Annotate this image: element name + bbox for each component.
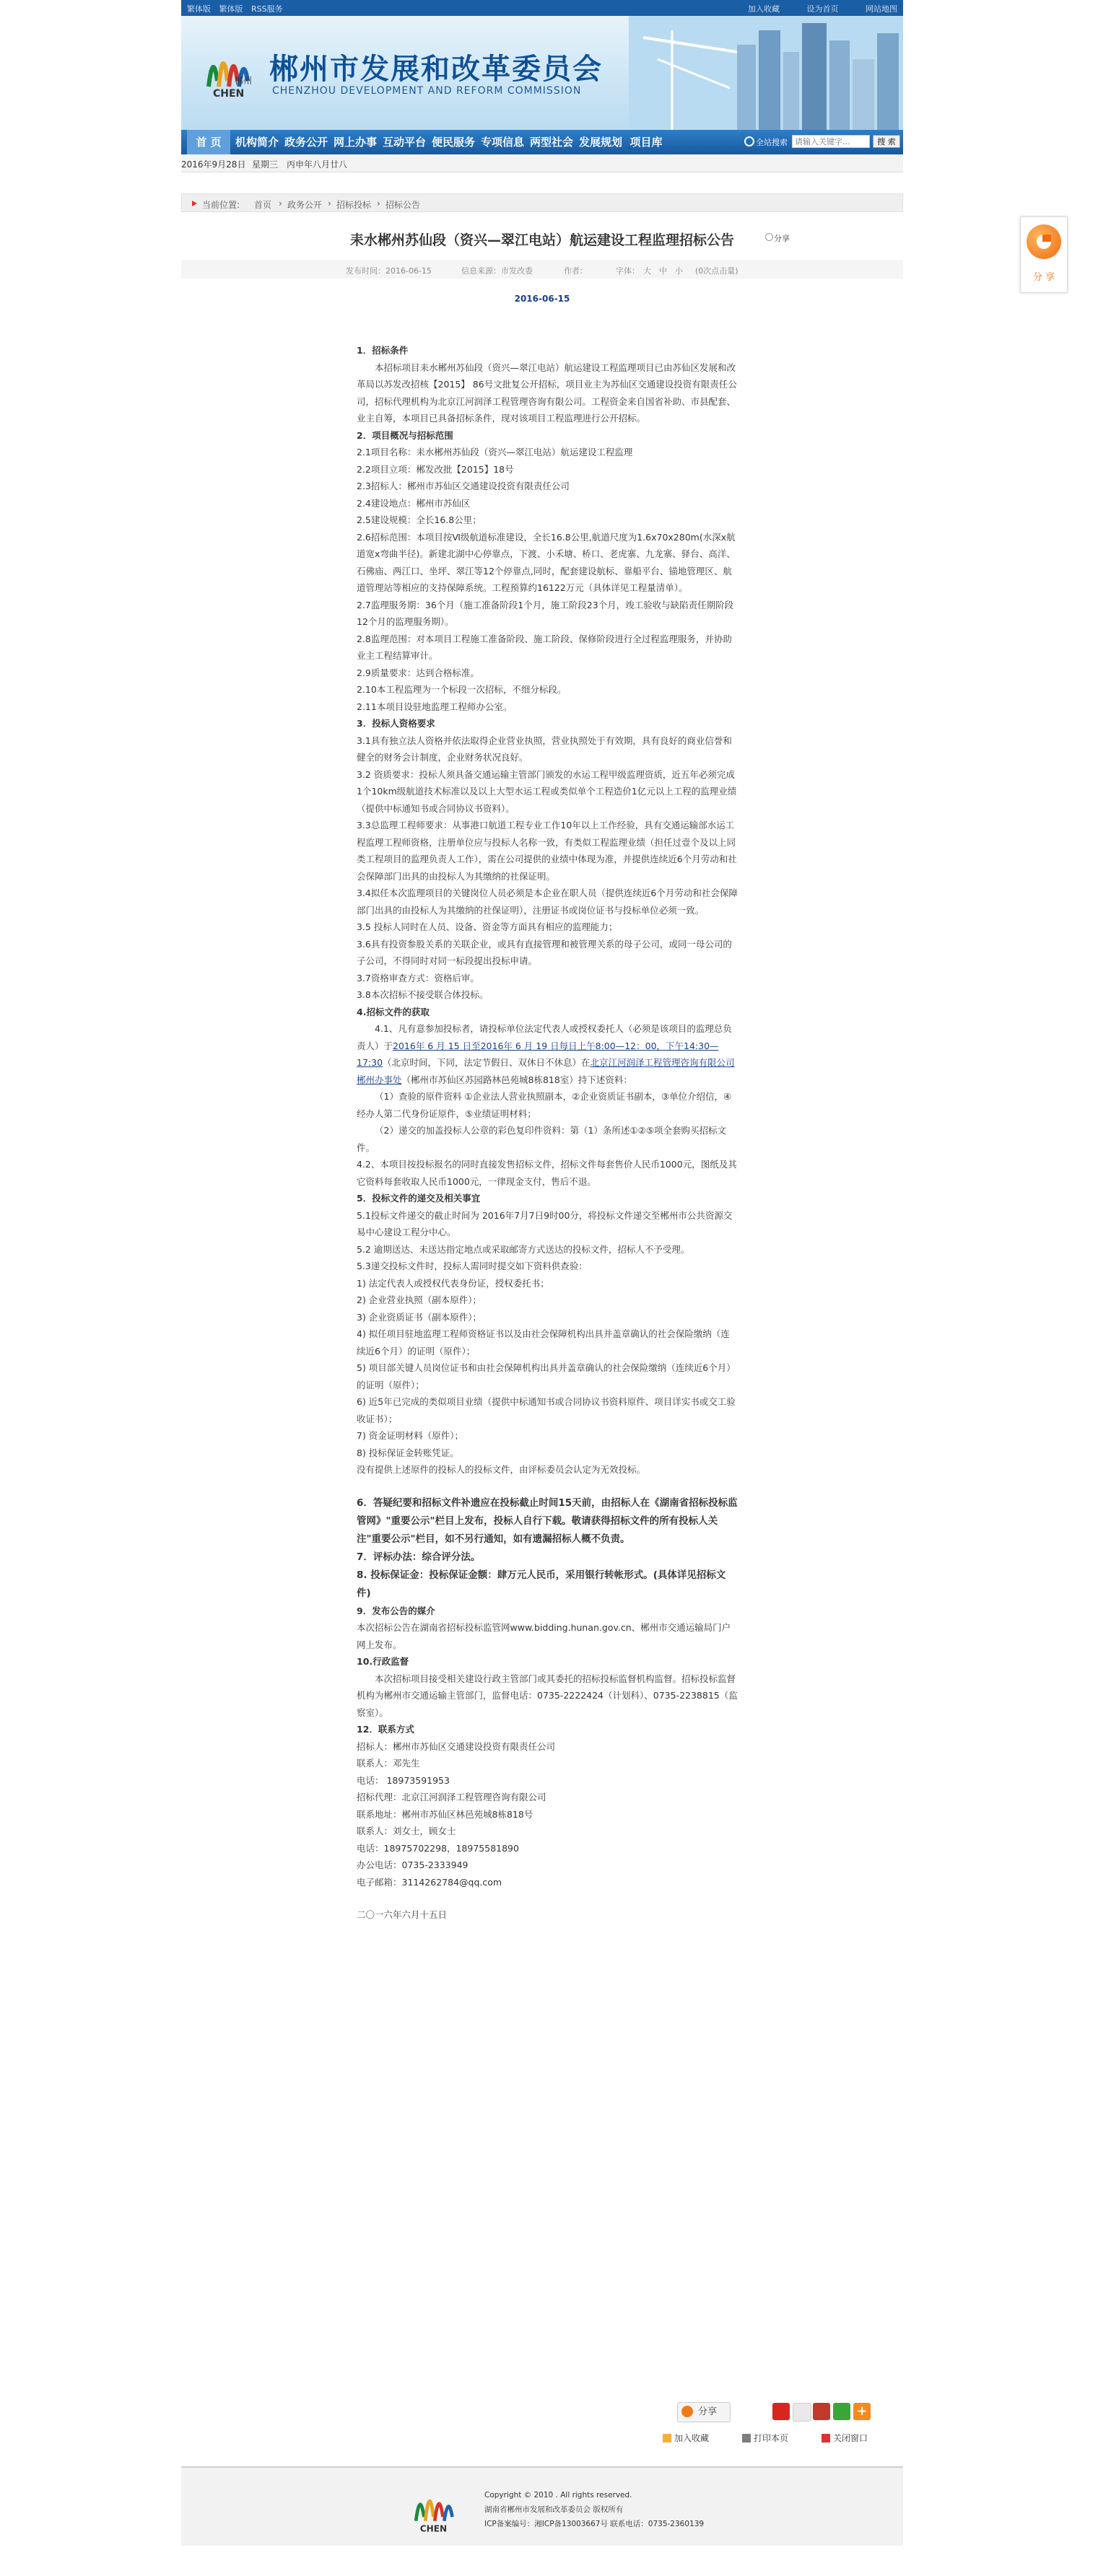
section-2-line: 2.4建设地点：郴州市苏仙区 — [357, 497, 471, 509]
section-3-title: 3．投标人资格要求 — [357, 718, 435, 729]
banner-skyline-image — [629, 16, 903, 130]
current-weekday: 星期三 — [252, 159, 279, 170]
section-2-line: 2.8监理范围：对本项目工程施工准备阶段、施工阶段、保修阶段进行全过程监理服务，并协助业主工程结算审计。 — [357, 633, 732, 661]
agency-office-link[interactable]: 北京江河润泽工程管理咨询有限公司郴州办事处 — [357, 1057, 735, 1085]
qq-share-icon[interactable] — [793, 2403, 811, 2422]
section-10-title: 10.行政监督 — [357, 1656, 409, 1667]
logo-en-text: CHEN — [213, 88, 245, 100]
font-size-small[interactable]: 小 — [675, 266, 683, 276]
rss-link[interactable]: RSS服务 — [251, 4, 283, 14]
article-date: 2016-06-15 — [514, 294, 570, 304]
nav-interaction[interactable]: 互动平台 — [382, 136, 426, 149]
search-label: 全站搜索 — [756, 138, 788, 147]
section-3-line: 3.3总监理工程师要求：从事港口航道工程专业工作10年以上工作经验，具有交通运输部水运工程监理工程师资格，注册单位应与投标人名称一致，有类似工程监理业绩（担任过壹个及以上同类工程项目的监理负责人工作），需在公司提供的业绩中体现为准，并提供连续近6个月劳动和社会保障部门出具的由投标人为其缴纳的社保证明。 — [357, 820, 737, 882]
footer-org: 湖南省郴州市发展和改革委员会 版权所有 — [484, 2505, 624, 2514]
section-3-line: 3.5 投标人同时在人员、设备、资金等方面具有相应的监理能力； — [357, 921, 618, 932]
current-date: 2016年9月28日 — [181, 159, 246, 170]
printer-icon — [742, 2434, 751, 2443]
font-size-label: 字体： — [616, 266, 640, 276]
share-icon[interactable] — [765, 233, 773, 241]
close-icon — [822, 2434, 830, 2443]
section-3-line: 3.1具有独立法人资格并依法取得企业营业执照，营业执照处于有效期，具有良好的商业信誉和健全的财务会计制度，企业财务状况良好。 — [357, 735, 732, 763]
section-5-line: 1) 法定代表人或授权代表身份证，授权委托书； — [357, 1277, 549, 1289]
section-3-line: 3.6具有投资参股关系的关联企业，或具有直接管理和被管理关系的母子公司，或同一母公司的子公司，不得同时对同一标段提出投标申请。 — [357, 938, 732, 966]
section-4-sub-1: （1）查验的原件资料 ①企业法人营业执照副本，②企业资质证书副本，③单位介绍信，④经办人第二代身份证原件，⑤业绩证明材料； — [357, 1091, 732, 1119]
section-1-body: 本招标项目耒水郴州苏仙段（资兴—翠江电站）航运建设工程监理项目已由苏仙区发展和改革局以苏发改招核【2015】 86号文批复公开招标，项目业主为苏仙区交通建设投资有限责任公司，招标代理机构为北京江河润泽工程管理咨询有限公司。工程资金来自国省补助、市县配套、业主自筹，本项目已具备招标条件，现对该项目工程监理进行公开招标。 — [357, 362, 737, 424]
nav-home[interactable]: 首 页 — [187, 130, 230, 154]
section-2-line: 2.1项目名称：耒水郴州苏仙段（资兴—翠江电站）航运建设工程监理 — [357, 447, 633, 457]
section-5-line: 7) 资金证明材料（原件）； — [357, 1430, 464, 1441]
section-5-line: 5) 项目部关键人员岗位证书和由社会保障机构出具并盖章确认的社会保险缴纳（连续近6个月）的证明（原件）； — [357, 1362, 736, 1390]
add-favorite-link[interactable]: 加入收藏 — [748, 4, 780, 14]
section-3-line: 3.2 资质要求：投标人须具备交通运输主管部门颁发的水运工程甲级监理资质，近五年必须完成1个10km级航道技术标准以及以上大型水运工程或类似单个工程造价1亿元以上工程的监理业绩（提供中标通知书或合同协议书资料）。 — [357, 768, 737, 814]
sitemap-link[interactable]: 网站地图 — [866, 4, 897, 14]
nav-development-planning[interactable]: 发展规划 — [578, 136, 622, 149]
weibo-share-icon[interactable] — [772, 2403, 790, 2420]
breadcrumb: 当前位置: 首页 › 政务公开 › 招标投标 › 招标公告 — [181, 193, 903, 212]
section-2-title: 2．项目概况与招标范围 — [357, 429, 453, 441]
logo-text: 郴州 — [235, 76, 253, 86]
star-icon — [663, 2434, 671, 2443]
section-2-line: 2.10本工程监理为一个标段一次招标，不细分标段。 — [357, 684, 567, 695]
contact-line: 联系人：邓先生 — [357, 1758, 420, 1769]
publish-time: 发布时间：2016-06-15 — [346, 266, 432, 276]
section-5-line: 5.2 逾期送达、未送达指定地点或采取邮寄方式送达的投标文件，招标人不予受理。 — [357, 1243, 690, 1255]
share-link[interactable]: 分享 — [774, 234, 790, 243]
contact-line: 招标人：郴州市苏仙区交通建设投资有限责任公司 — [357, 1740, 556, 1752]
footer-icp: ICP备案编号：湘ICP备13003667号 联系电话：0735-2360139 — [484, 2520, 705, 2528]
favorite-tool[interactable]: 加入收藏 — [663, 2432, 709, 2444]
section-2-line: 2.9质量要求：达到合格标准。 — [357, 667, 479, 678]
section-5-line: 没有提供上述原件的投标人的投标文件，由评标委员会认定为无效投标。 — [357, 1464, 646, 1475]
info-source: 信息来源：市发改委 — [461, 266, 533, 276]
contact-line: 电话： 18973591953 — [357, 1774, 450, 1786]
lunar-date: 丙申年八月廿八 — [287, 159, 348, 170]
share-button[interactable]: 分享 — [677, 2402, 731, 2422]
author: 作者： — [564, 266, 588, 276]
section-5-line: 3) 企业资质证书（副本原件）； — [357, 1311, 482, 1323]
breadcrumb-arrow-icon — [192, 201, 197, 206]
section-4-para-2: 4.2、本项目按投标报名的同时直接发售招标文件，招标文件每套售价人民币1000元，图纸及其它资料每套收取人民币1000元，一律现金支付，售后不退。 — [357, 1159, 737, 1187]
nav-project-library[interactable]: 项目库 — [629, 136, 663, 149]
contact-line: 招标代理：北京江河润泽工程管理咨询有限公司 — [357, 1792, 546, 1802]
section-4-dates: 2016年 6 月 15 日至2016年 6 月 19 日每日上午8:00—12：00，下午14:30—17:30 — [357, 1040, 719, 1068]
section-2-line: 2.5建设规模：全长16.8公里； — [357, 514, 482, 525]
date-bar — [181, 154, 903, 172]
section-3-line: 3.8本次招标不接受联合体投标。 — [357, 989, 489, 1000]
contact-line: 电话：18975702298，18975581890 — [357, 1842, 519, 1854]
main-nav — [181, 130, 903, 154]
section-4-text-c: （北京时间，下同，法定节假日、双休日不休息）在 — [383, 1057, 591, 1068]
renren-share-icon[interactable] — [813, 2403, 830, 2420]
site-banner — [181, 16, 903, 130]
contact-line: 联系地址：郴州市苏仙区林邑苑城8栋818号 — [357, 1808, 533, 1820]
search-input[interactable] — [792, 135, 870, 148]
contact-line: 电子邮箱：3114262784@qq.com — [357, 1876, 502, 1888]
top-utility-bar — [181, 0, 903, 16]
close-tool[interactable]: 关闭窗口 — [822, 2432, 868, 2444]
section-5-line: 2) 企业营业执照（副本原件）； — [357, 1294, 482, 1305]
section-4-sub-2: （2）递交的加盖投标人公章的彩色复印件资料：第（1）条所述①②⑤项全套购买招标文件。 — [357, 1125, 727, 1153]
article-meta — [181, 260, 903, 279]
wechat-share-icon[interactable] — [833, 2403, 850, 2420]
section-9-body: 本次招标公告在湖南省招标投标监管网www.bidding.hunan.gov.cn、郴州市交通运输局门户网上发布。 — [357, 1622, 731, 1650]
nav-special-info[interactable]: 专项信息 — [480, 136, 524, 149]
section-6: 6．答疑纪要和招标文件补遗应在投标截止时间15天前，由招标人在《湖南省招标投标监管网》"重要公示"栏目上发布，投标人自行下载。敬请获得招标文件的所有投标人关注"重要公示"栏目，如不另行通知，如有遗漏招标人概不负责。 — [357, 1497, 738, 1545]
search-button[interactable]: 搜 索 — [873, 135, 900, 148]
section-3-line: 3.4拟任本次监理项目的关键岗位人员必须是本企业在职人员（提供连续近6个月劳动和社会保障部门出具的由投标人为其缴纳的社保证明），注册证书或岗位证书与投标单位必须一致。 — [357, 888, 738, 916]
search-icon — [744, 136, 754, 146]
set-homepage-link[interactable]: 设为首页 — [806, 4, 839, 14]
nav-gov-affairs[interactable]: 政务公开 — [284, 136, 328, 149]
breadcrumb-label: 当前位置: — [202, 200, 240, 210]
footer-logo — [405, 2478, 470, 2538]
section-12-title: 12．联系方式 — [357, 1724, 414, 1735]
section-2-line: 2.3招标人：郴州市苏仙区交通建设投资有限责任公司 — [357, 481, 570, 491]
contact-line: 办公电话：0735-2333949 — [357, 1859, 469, 1870]
section-4-title: 4.招标文件的获取 — [357, 1006, 430, 1017]
sign-date: 二〇一六年六月十五日 — [357, 1909, 448, 1920]
section-4-text-e: （郴州市苏仙区苏园路林邑苑城8栋818室）持下述资料： — [401, 1074, 632, 1085]
site-logo[interactable] — [203, 36, 261, 101]
section-5-title: 5．投标文件的递交及相关事宜 — [357, 1193, 481, 1204]
section-2-line: 2.6招标范围：本项目按Ⅵ级航道标准建设，全长16.8公里,航道尺度为1.6x70x280m(水深x航道宽x弯曲半径)。新建北湖中心停靠点，下渡、小禾塘、桥口、老虎寨、九龙寨、驿台、高洋、石佛庙、两江口、坐坪、翠江等12个停靠点,同时，配套建设航标、靠船平台、锚地管理区、航道管理站等相应的支持保障系统。工程预算约16122万元（具体详见工程量清单）。 — [357, 531, 736, 593]
footer-copyright: Copyright © 2010 . All rights reserved. — [484, 2491, 632, 2500]
footer-logo-text: CHEN — [419, 2523, 448, 2534]
section-4-text-a: 4.1、凡有意参加投标者，请投标单位法定代表人或授权委托人（必须是该项目的监理总负责人）于 — [357, 1023, 732, 1051]
nav-about[interactable]: 机构简介 — [235, 136, 279, 149]
breadcrumb-gov-affairs[interactable]: 政务公开 — [287, 200, 323, 210]
breadcrumb-tender-notice[interactable]: 招标公告 — [385, 200, 421, 210]
site-footer — [181, 2466, 903, 2546]
section-5-line: 5.1投标文件递交的截止时间为 2016年7月7日9时00分，将投标文件递交至郴州市公共资源交易中心建设工程分中心。 — [357, 1209, 733, 1237]
font-size-large[interactable]: 大 — [643, 266, 651, 276]
traditional-chinese-link[interactable]: 繁体版 — [187, 4, 211, 14]
section-5-line: 6) 近5年已完成的类似项目业绩（提供中标通知书或合同协议书资料原件、项目详实书或交工验收证书）； — [357, 1396, 736, 1424]
nav-public-services[interactable]: 便民服务 — [431, 136, 475, 149]
section-5-line: 4) 拟任项目驻地监理工程师资格证书以及由社会保障机构出具并盖章确认的社会保险缴纳（连续近6个月）的证明（原件）； — [357, 1328, 730, 1357]
article-body — [357, 342, 738, 1924]
section-2-line: 2.7监理服务期：36个月（施工准备阶段1个月，施工阶段23个月，竣工验收与缺陷责任期阶段12个月的监理服务期）。 — [357, 599, 734, 627]
section-10-body: 本次招标项目接受相关建设行政主管部门或其委托的招标投标监督机构监督。招标投标监督机构为郴州市交通运输主管部门，监督电话：0735-2222424（计划科）、0735-2238815（监察室）。 — [357, 1673, 738, 1718]
section-5-line: 5.3递交投标文件时，投标人需同时提交如下资料供查验： — [357, 1261, 588, 1271]
nav-online-services[interactable]: 网上办事 — [333, 136, 377, 149]
section-5-line: 8) 投标保证金转账凭证。 — [357, 1447, 459, 1458]
section-7: 7．评标办法：综合评分法。 — [357, 1551, 481, 1563]
print-tool[interactable]: 打印本页 — [742, 2432, 788, 2444]
site-subtitle: CHENZHOU DEVELOPMENT AND REFORM COMMISSION — [272, 85, 582, 97]
section-8: 8. 投标保证金：投标保证金额：肆万元人民币，采用银行转帐形式。(具体详见招标文件) — [357, 1569, 726, 1599]
simplified-chinese-link[interactable]: 繁体版 — [219, 4, 243, 14]
breadcrumb-bidding[interactable]: 招标投标 — [336, 200, 372, 210]
section-3-line: 3.7资格审查方式：资格后审。 — [357, 972, 479, 983]
view-count: (0次点击量) — [695, 266, 738, 276]
section-4-para-1 — [357, 1020, 738, 1088]
more-share-icon[interactable]: + — [853, 2403, 871, 2420]
floating-share-label: 分 享 — [1032, 272, 1055, 283]
font-size-medium[interactable]: 中 — [659, 266, 667, 276]
section-2-line: 2.2项目立项：郴发改批【2015】18号 — [357, 463, 514, 475]
article-title: 耒水郴州苏仙段（资兴—翠江电站）航运建设工程监理招标公告 — [349, 232, 734, 248]
floating-share-widget[interactable] — [1020, 216, 1068, 293]
section-1-title: 1．招标条件 — [357, 345, 409, 356]
site-title: 郴州市发展和改革委员会 — [269, 52, 603, 86]
section-9-title: 9．发布公告的媒介 — [357, 1605, 435, 1616]
contact-line: 联系人：刘女士，顾女士 — [357, 1826, 456, 1836]
share-icon — [681, 2406, 693, 2417]
breadcrumb-home[interactable]: 首页 — [254, 200, 272, 210]
section-2-line: 2.11本项目设驻地监理工程师办公室。 — [357, 701, 513, 712]
nav-two-type-society[interactable]: 两型社会 — [529, 136, 573, 149]
